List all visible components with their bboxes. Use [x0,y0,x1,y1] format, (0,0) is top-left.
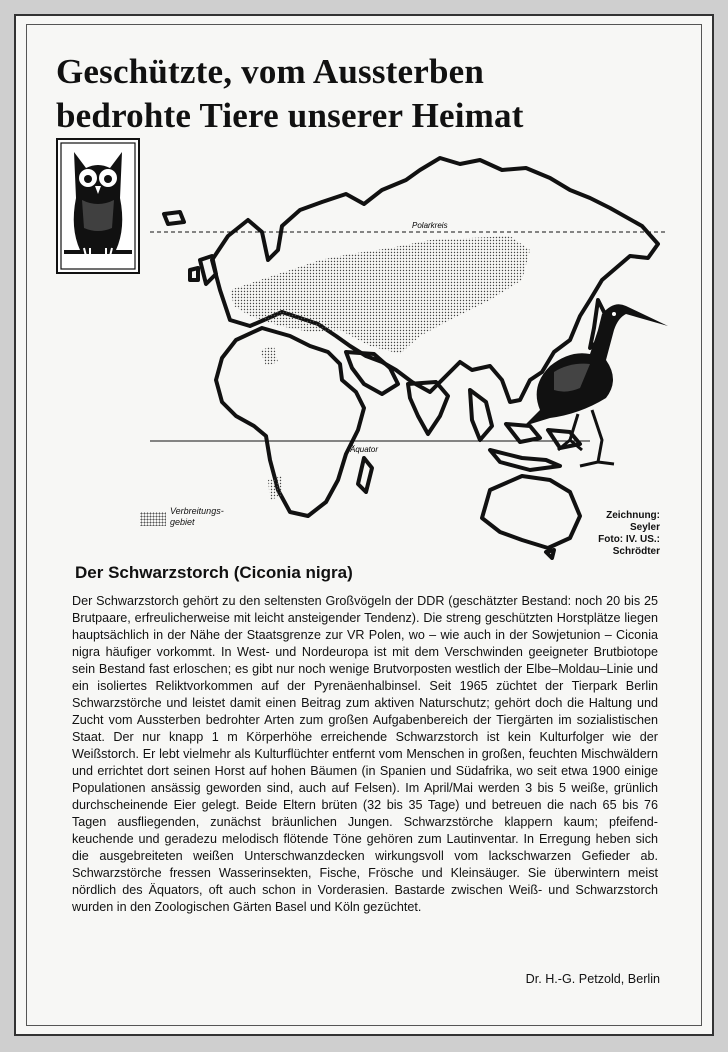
article-author: Dr. H.-G. Petzold, Berlin [525,972,660,986]
credit-line-4: Schrödter [612,546,660,557]
black-stork-illustration [510,290,675,470]
legend-label-line-2: gebiet [170,517,195,527]
owl-logo-icon [56,138,140,274]
credit-line-3: Foto: IV. US.: [598,534,660,545]
equator-label: Äquator [350,445,379,454]
title-line-2: bedrohte Tiere unserer Heimat [56,96,524,135]
distribution-range-africa [260,346,278,366]
polar-circle-label: Polarkreis [412,221,448,230]
credit-line-2: Seyler [629,522,660,533]
image-credits [570,510,660,558]
article-body: Der Schwarzstorch gehört zu den seltensten Großvögeln der DDR (geschätzter Bestand: noch 20 bis 25 Brutpaare, erfreulicherweise mit leicht ansteigender Tendenz). Die streng geschützten Horstplätze liegen hauptsächlich in der Nähe der Staatsgrenze zur VR Polen, wo – wie auch in der Sowjetunion – Ciconia nigra häufiger vorkommt. In West- und Nordeuropa ist mit dem Verschwinden geeigneter Brutbiotope sein Bestand fast erloschen; es gibt nur noch wenige Brutvorposten westlich der Elbe–Moldau–Linie und ein isoliertes Reliktvorkommen auf der Pyrenäenhalbinsel. Seit 1965 züchtet der Tierpark Berlin Schwarzstörche und leistet damit einen Beitrag zum aktiven Naturschutz; gehört doch die Haltung und Zucht vom Aussterben bedrohter Arten zum großen Aufgabenbereich der Tiergärten im sozialistischen Staat. Der nur knapp 1 m Körperhöhe erreichende Schwarzstorch ist kein Kulturfolger wie der Weißstorch. Er lebt vielmehr als Kulturflüchter entfernt vom Menschen in großen, feuchten Mischwäldern und errichtet dort seinen Horst auf hohen Bäumen (in Spanien und Südafrika, wo seit etwa 1900 einige Populationen ansässig geworden sind, auch auf Felsen). Im April/Mai werden 3 bis 5 weiße, grünlich durchscheinende Eier gelegt. Beide Eltern brüten (32 bis 35 Tage) und betreuen die nach 65 bis 76 Tagen ausfliegenden, zunächst bräunlichen Jungen. Schwarzstörche klappern kaum; pfeifend-keuchende und geradezu melodisch flötende Töne gehören zum Lautinventar. In Erregung heben sich die ausgebreiteten weißen Unterschwanzdecken wirkungsvoll vom lackschwarzen Gefieder ab. Schwarzstörche fressen Wasserinsekten, Fische, Frösche und Kleinsäuger. Sie überwintern meist nördlich des Äquators, oft auch schon in Vorderasien. Bastarde zwischen Weiß- und Schwarzstorch wurden in den Zoologischen Gärten Basel und Köln gezüchtet. [72,594,658,914]
legend-swatch [140,512,166,526]
credit-line-1: Zeichnung: [606,510,660,521]
legend-label-line-1: Verbreitungs- [170,506,224,516]
legend-label [170,506,240,528]
title-line-1: Geschützte, vom Aussterben [56,52,485,91]
article-heading: Der Schwarzstorch (Ciconia nigra) [75,563,353,582]
page-title [56,50,656,138]
distribution-range-south-africa [268,476,282,500]
